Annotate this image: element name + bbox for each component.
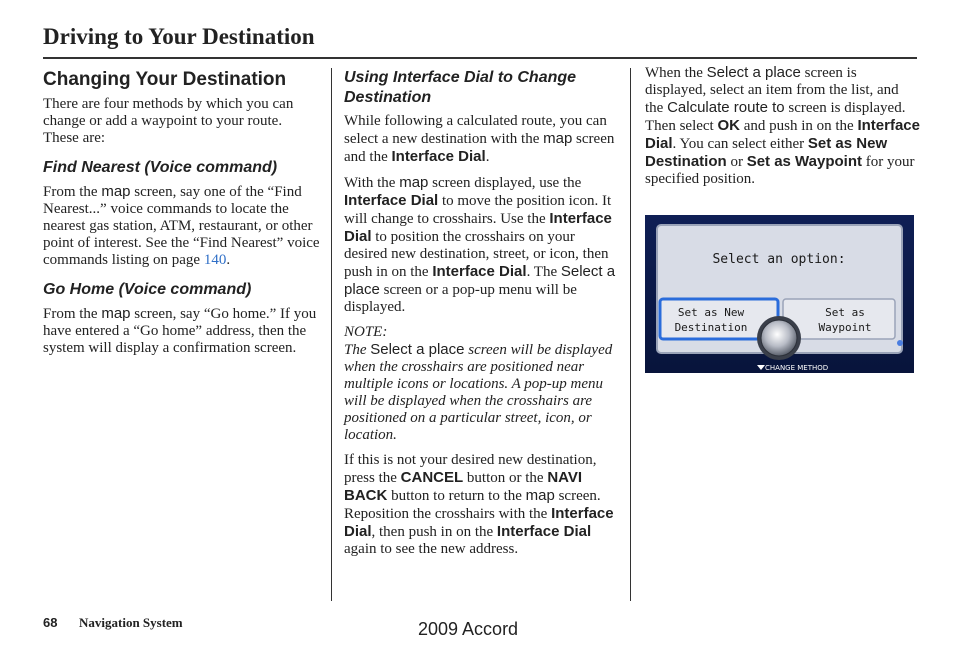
- screen-prompt: Select an option:: [712, 252, 846, 267]
- go-home-paragraph: From the map screen, say “Go home.” If you have entered a “Go home” address, then the system will display a confirmation screen.: [43, 305, 317, 356]
- section-heading-changing-destination: Changing Your Destination: [43, 69, 287, 90]
- footer-section-title: Navigation System: [79, 615, 183, 630]
- change-method-label[interactable]: CHANGE METHOD: [765, 364, 829, 372]
- term-map: map: [101, 183, 131, 200]
- intro-paragraph: There are four methods by which you can change or add a waypoint to your route. These are:: [43, 96, 294, 146]
- note-label: NOTE:: [344, 324, 388, 340]
- column-divider: [630, 68, 631, 601]
- column-1: [43, 64, 321, 365]
- paragraph-select-place: When the Select a place screen is displayed, select an item from the list, and the Calculate route to screen is displayed. Then select OK and push in on the Interface Dial. You can select either Set as New Destination or Set as Waypoint for your specified position.: [645, 64, 920, 187]
- paragraph-3: If this is not your desired new destination, press the CANCEL button or the NAVI BACK button to return to the map screen. Reposition the crosshairs with the Interface Dial, then push in on the Interface Dial again to see the new address.: [344, 452, 614, 557]
- term-navi-back: NAVI BACK: [344, 469, 583, 504]
- column-2: [344, 64, 620, 566]
- option-left-label-2: Destination: [674, 321, 748, 334]
- column-divider: [331, 68, 332, 601]
- paragraph-1: While following a calculated route, you can select a new destination with the map screen and the Interface Dial.: [344, 113, 615, 165]
- navigation-screen-image: [645, 215, 914, 373]
- option-left-label-1: Set as New: [677, 306, 745, 319]
- find-nearest-paragraph: From the map screen, say one of the “Find Nearest...” voice commands to locate the nearest gas station, ATM, restaurant, or other point of interest. See the “Find Nearest” voice commands listing on page 140.: [43, 183, 320, 268]
- term-ok: OK: [717, 117, 740, 134]
- term-map: map: [101, 305, 131, 322]
- subheading-find-nearest: Find Nearest (Voice command): [43, 159, 278, 176]
- page-header-title: Driving to Your Destination: [43, 24, 315, 49]
- subheading-go-home: Go Home (Voice command): [43, 281, 252, 298]
- column-3: [645, 64, 920, 196]
- page-link-140[interactable]: 140: [203, 252, 227, 268]
- option-right-label-2: Waypoint: [818, 321, 872, 334]
- subheading-interface-dial: Using Interface Dial to Change Destination: [344, 69, 577, 106]
- term-cancel: CANCEL: [400, 469, 464, 486]
- watermark: 2009 Accord: [418, 619, 519, 639]
- note-block: NOTE: The Select a place screen will be displayed when the crosshairs are positioned near multiple icons or locations. A pop-up menu will be displayed when the crosshairs are positioned on a particular street, icon, or location.: [344, 324, 613, 443]
- page-number: 68: [43, 615, 58, 630]
- header-rule: [43, 57, 917, 59]
- term-interface-dial: Interface Dial: [391, 148, 486, 165]
- option-right-label-1: Set as: [825, 306, 865, 319]
- paragraph-2: With the map screen displayed, use the Interface Dial to move the position icon. It will change to crosshairs. Use the Interface Dial to position the crosshairs on your desired new destination, street, or icon, then push in on the Interface Dial. The Select a place screen or a pop-up menu will be displayed.: [344, 174, 616, 315]
